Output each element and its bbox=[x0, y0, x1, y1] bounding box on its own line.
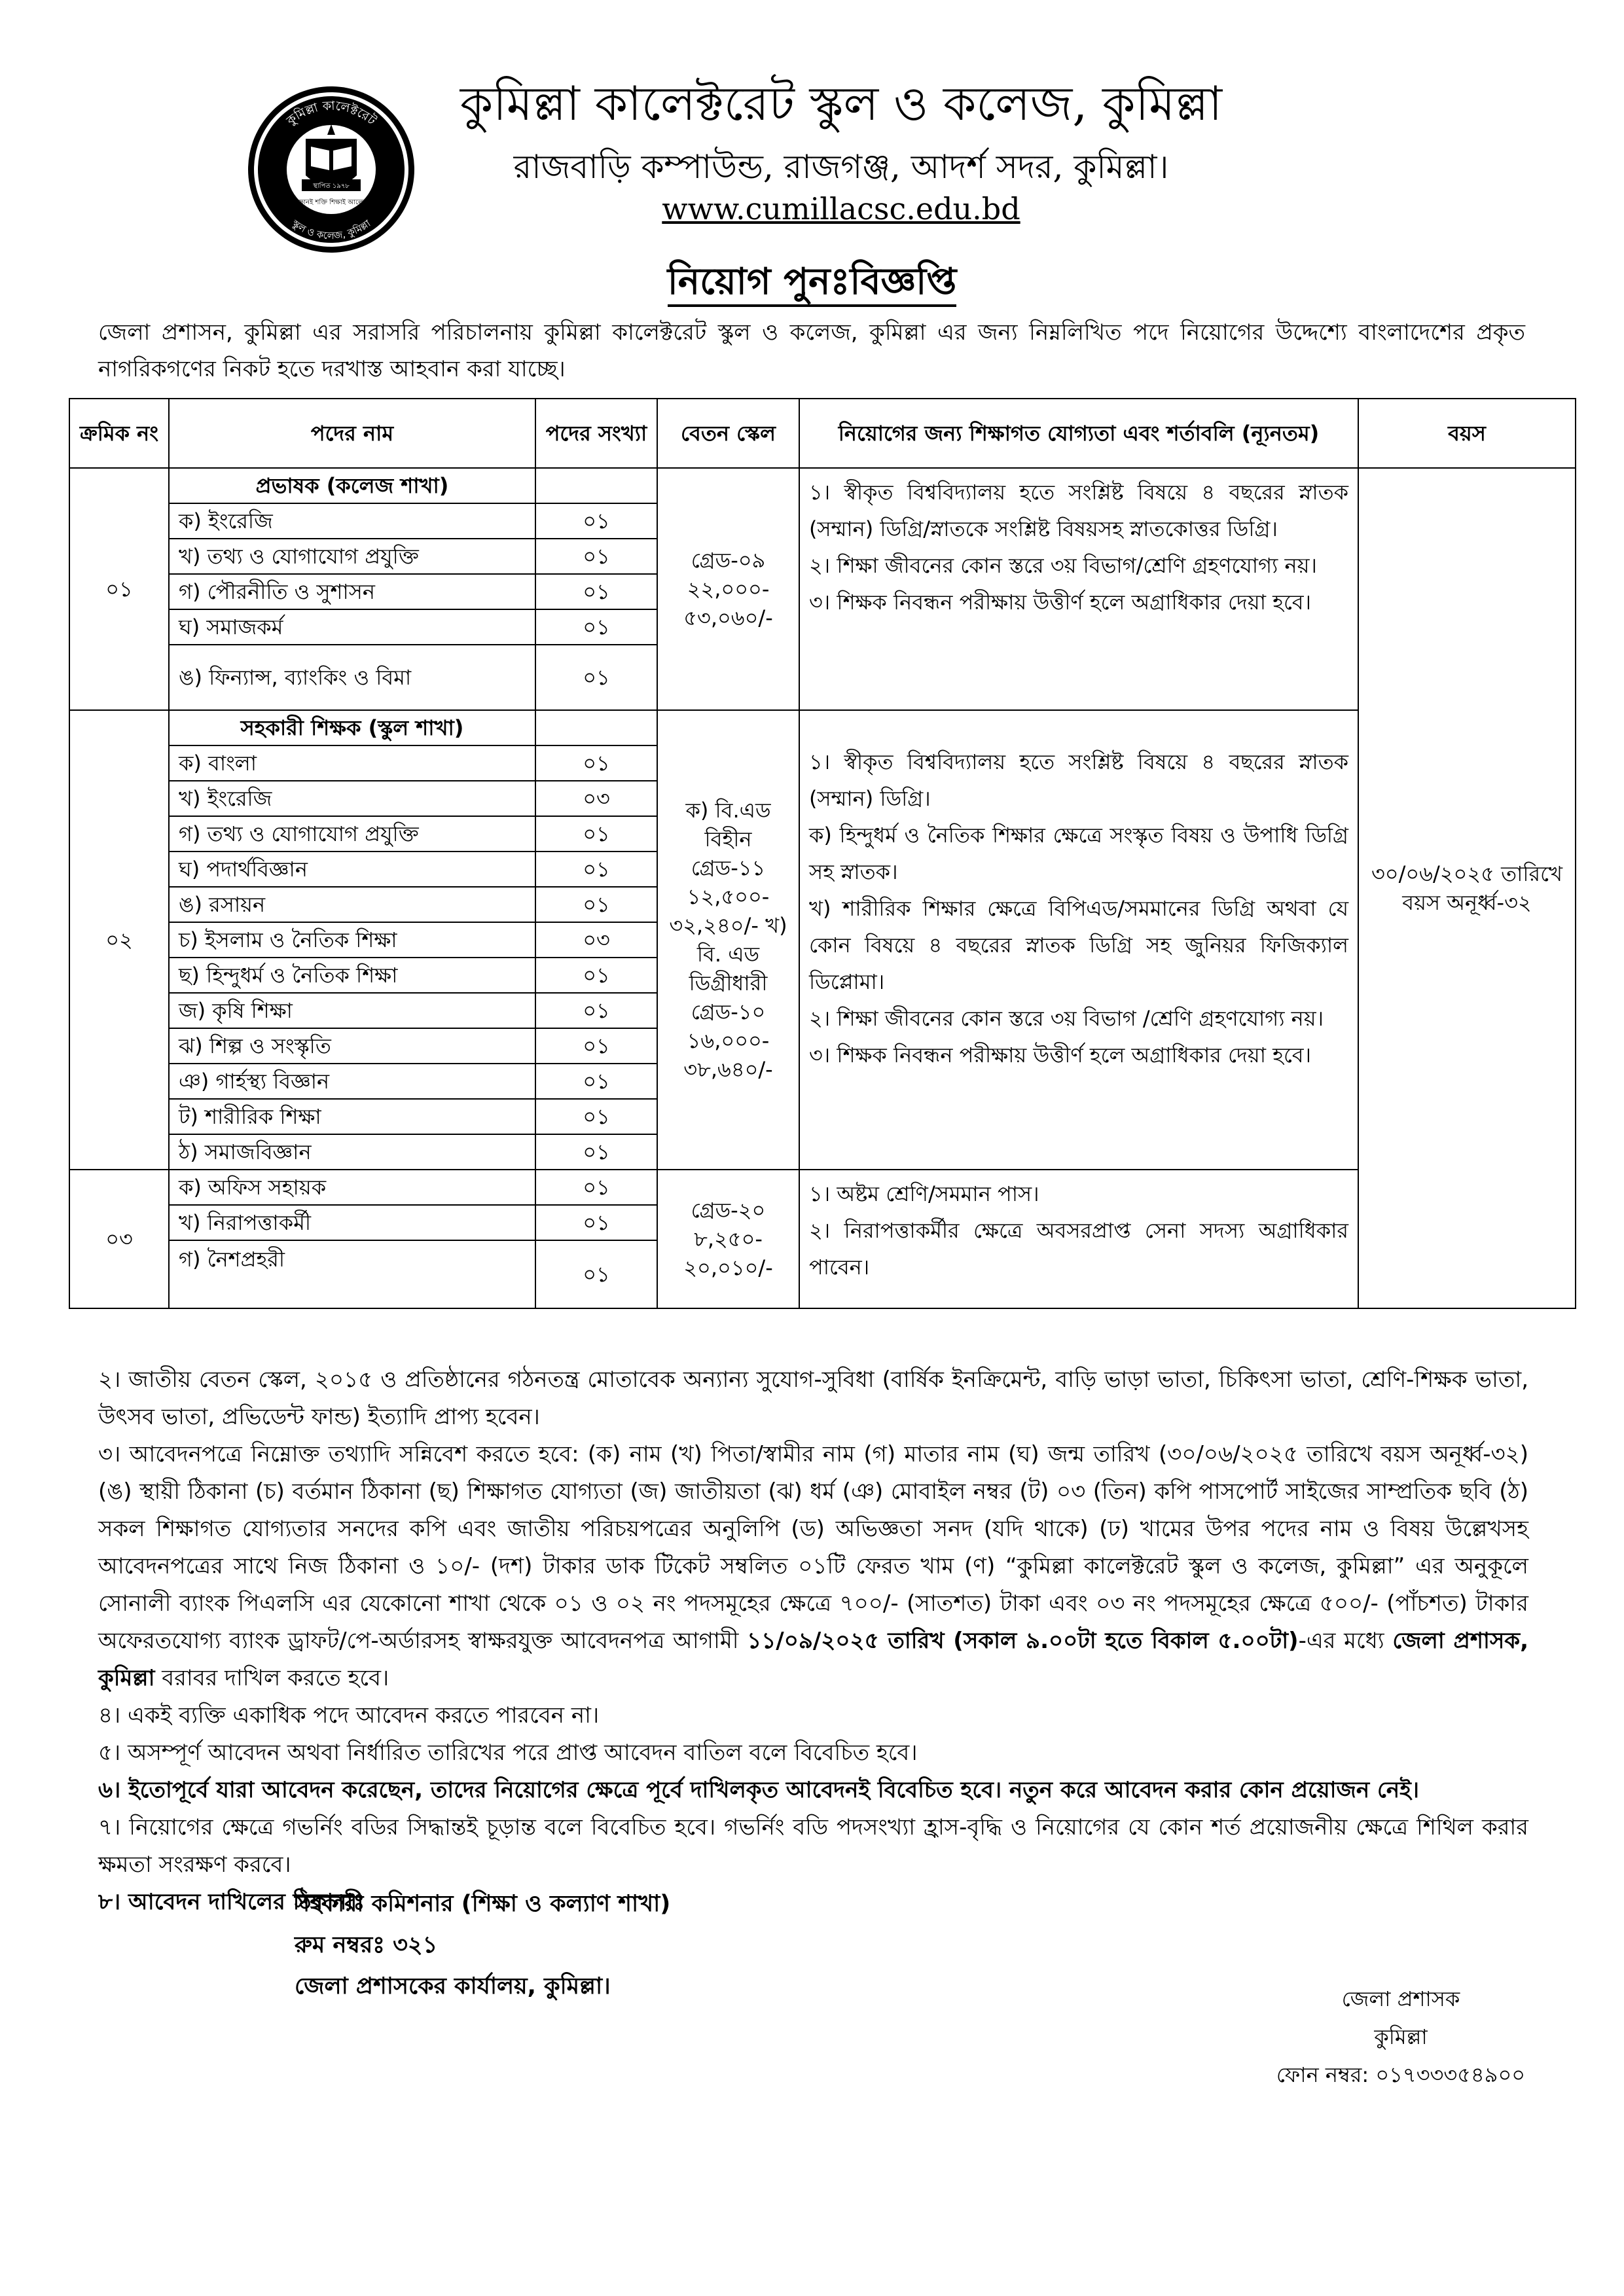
post-name: ছ) হিন্দুধর্ম ও নৈতিক শিক্ষা bbox=[169, 958, 535, 993]
qualification-item: ক) হিন্দুধর্ম ও নৈতিক শিক্ষার ক্ষেত্রে সংস্কৃত বিষয় ও উপাধি ডিগ্রি সহ স্নাতক। bbox=[809, 823, 1348, 884]
post-name: খ) তথ্য ও যোগাযোগ প্রযুক্তি bbox=[169, 539, 535, 574]
notice-title: নিয়োগ পুনঃবিজ্ঞপ্তি bbox=[668, 260, 957, 307]
qualification-item: ৩। শিক্ষক নিবন্ধন পরীক্ষায় উত্তীর্ণ হলে অগ্রাধিকার দেয়া হবে। bbox=[809, 590, 1312, 615]
group-serial: ০২ bbox=[69, 710, 169, 1170]
header-age: বয়স bbox=[1358, 399, 1576, 468]
table-row bbox=[69, 1170, 1576, 1205]
post-count: ০১ bbox=[535, 1205, 657, 1240]
notice-title-line bbox=[0, 257, 1624, 307]
term-3 bbox=[98, 1436, 1528, 1697]
term-2: ২। জাতীয় বেতন স্কেল, ২০১৫ ও প্রতিষ্ঠানের গঠনতন্ত্র মোতাবেক অন্যান্য সুযোগ-সুবিধা (বার্ষিক ইনক্রিমেন্ট, বাড়ি ভাড়া ভাতা, চিকিৎসা ভাতা, শ্রেণি-শিক্ষক ভাতা, উৎসব ভাতা, প্রভিডেন্ট ফান্ড) ইত্যাদি প্রাপ্য হবেন। bbox=[98, 1367, 1528, 1430]
logo-text-bottom: স্কুল ও কলেজ, কুমিল্লা bbox=[289, 217, 373, 242]
group-qualifications bbox=[799, 468, 1358, 710]
term-4: ৪। একই ব্যক্তি একাধিক পদে আবেদন করতে পারবেন না। bbox=[98, 1702, 600, 1729]
post-name: খ) নিরাপত্তাকর্মী bbox=[169, 1205, 535, 1240]
table-row bbox=[69, 710, 1576, 745]
post-name: খ) ইংরেজি bbox=[169, 781, 535, 816]
post-count: ০১ bbox=[535, 1099, 657, 1134]
notice-intro: জেলা প্রশাসন, কুমিল্লা এর সরাসরি পরিচালনায় কুমিল্লা কালেক্টরেট স্কুল ও কলেজ, কুমিল্লা এর জন্য নিম্নলিখিত পদে নিয়োগের উদ্দেশ্যে বাংলাদেশের প্রকৃত নাগরিকগণের নিকট হতে দরখাস্ত আহবান করা যাচ্ছে। bbox=[98, 319, 1525, 382]
post-count: ০১ bbox=[535, 958, 657, 993]
post-name: গ) পৌরনীতি ও সুশাসন bbox=[169, 574, 535, 609]
term-5: ৫। অসম্পূর্ণ আবেদন অথবা নির্ধারিত তারিখের পরে প্রাপ্ত আবেদন বাতিল বলে বিবেচিত হবে। bbox=[98, 1740, 918, 1766]
post-count: ০১ bbox=[535, 745, 657, 781]
group-heading: সহকারী শিক্ষক (স্কুল শাখা) bbox=[169, 710, 535, 745]
post-name: জ) কৃষি শিক্ষা bbox=[169, 993, 535, 1028]
group-qualifications bbox=[799, 1170, 1358, 1308]
group-heading: প্রভাষক (কলেজ শাখা) bbox=[169, 468, 535, 503]
post-name: চ) ইসলাম ও নৈতিক শিক্ষা bbox=[169, 922, 535, 958]
post-count: ০১ bbox=[535, 852, 657, 887]
qualification-item: খ) শারীরিক শিক্ষার ক্ষেত্রে বিপিএড/সমমানের ডিগ্রি অথবা যে কোন বিষয়ে ৪ বছরের স্নাতক ডিগ্রি সহ জুনিয়র ফিজিক্যাল ডিপ্লোমা। bbox=[809, 896, 1348, 994]
terms-section bbox=[98, 1361, 1528, 1921]
qualification-item: ২। শিক্ষা জীবনের কোন স্তরে ৩য় বিভাগ/শ্রেণি গ্রহণযোগ্য নয়। bbox=[809, 553, 1317, 578]
table-cell-empty bbox=[535, 710, 657, 745]
post-count: ০১ bbox=[535, 574, 657, 609]
post-count: ০১ bbox=[535, 539, 657, 574]
posts-table bbox=[69, 398, 1576, 1309]
post-count: ০১ bbox=[535, 1240, 657, 1308]
post-count: ০১ bbox=[535, 1028, 657, 1064]
group-qualifications bbox=[799, 710, 1358, 1170]
post-count: ০১ bbox=[535, 1064, 657, 1099]
table-row bbox=[69, 468, 1576, 503]
post-name: ঙ) রসায়ন bbox=[169, 887, 535, 922]
post-count: ০৩ bbox=[535, 922, 657, 958]
institution-name: কুমিল্লা কালেক্টরেট স্কুল ও কলেজ, কুমিল্লা bbox=[460, 76, 1223, 131]
signatory-title: জেলা প্রশাসক bbox=[1341, 1986, 1460, 2011]
post-count: ০১ bbox=[535, 816, 657, 852]
signatory-phone: ফোন নম্বর: ০১৭৩৩৩৫৪৯০০ bbox=[1276, 2062, 1526, 2087]
address-line: রুম নম্বরঃ ৩২১ bbox=[295, 1932, 438, 1958]
signatory-place: কুমিল্লা bbox=[1374, 2024, 1428, 2049]
post-count: ০১ bbox=[535, 993, 657, 1028]
website-link[interactable]: www.cumillacsc.edu.bd bbox=[662, 191, 1020, 226]
group-scale: ক) বি.এড বিহীন গ্রেড-১১ ১২,৫০০- ৩২,২৪০/- খ) বি. এড ডিগ্রীধারী গ্রেড-১০ ১৬,০০০- ৩৮,৬৪০/- bbox=[657, 710, 799, 1170]
post-count: ০৩ bbox=[535, 781, 657, 816]
group-scale: গ্রেড-২০ ৮,২৫০- ২০,০১০/- bbox=[657, 1170, 799, 1308]
submission-address bbox=[295, 1884, 1080, 2007]
post-name: ঠ) সমাজবিজ্ঞান bbox=[169, 1134, 535, 1170]
group-serial: ০১ bbox=[69, 468, 169, 710]
post-count: ০১ bbox=[535, 503, 657, 539]
post-count: ০১ bbox=[535, 1134, 657, 1170]
institution-address: রাজবাড়ি কম্পাউন্ড, রাজগঞ্জ, আদর্শ সদর, কুমিল্লা। bbox=[513, 148, 1169, 186]
age-limit: ৩০/০৬/২০২৫ তারিখে বয়স অনূর্ধ্ব-৩২ bbox=[1358, 468, 1576, 1308]
group-scale: গ্রেড-০৯ ২২,০০০- ৫৩,০৬০/- bbox=[657, 468, 799, 710]
post-count: ০১ bbox=[535, 609, 657, 645]
qualification-item: ২। নিরাপত্তাকর্মীর ক্ষেত্রে অবসরপ্রাপ্ত সেনা সদস্য অগ্রাধিকার পাবেন। bbox=[809, 1218, 1348, 1280]
table-header-row bbox=[69, 399, 1576, 468]
address-line: সহকারী কমিশনার (শিক্ষা ও কল্যাণ শাখা) bbox=[295, 1891, 671, 1917]
qualification-item: ১। স্বীকৃত বিশ্ববিদ্যালয় হতে সংশ্লিষ্ট বিষয়ে ৪ বছরের স্নাতক (সম্মান) ডিগ্রি। bbox=[809, 749, 1348, 811]
qualification-item: ২। শিক্ষা জীবনের কোন স্তরে ৩য় বিভাগ /শ্রেণি গ্রহণযোগ্য নয়। bbox=[809, 1006, 1324, 1031]
term-3-office: জেলা প্রশাসক, কুমিল্লা bbox=[98, 1628, 1529, 1691]
posts-table-wrapper bbox=[69, 398, 1576, 1309]
header-count: পদের সংখ্যা bbox=[535, 399, 657, 468]
post-name: গ) নৈশপ্রহরী bbox=[169, 1240, 535, 1308]
logo-text-top: কুমিল্লা কালেক্টরেট bbox=[283, 98, 379, 128]
post-count: ০১ bbox=[535, 1170, 657, 1205]
logo-estd: স্থাপিত ১৯৭৮ bbox=[313, 183, 350, 190]
post-name: ক) বাংলা bbox=[169, 745, 535, 781]
institution-website-line bbox=[367, 188, 1316, 229]
term-3-body: ৩। আবেদনপত্রে নিম্নোক্ত তথ্যাদি সন্নিবেশ করতে হবে: (ক) নাম (খ) পিতা/স্বামীর নাম (গ) মাতার নাম (ঘ) জন্ম তারিখ (৩০/০৬/২০২৫ তারিখে বয়স অনূর্ধ্ব-৩২) (ঙ) স্থায়ী ঠিকানা (চ) বর্তমান ঠিকানা (ছ) শিক্ষাগত যোগ্যতা (জ) জাতীয়তা (ঝ) ধর্ম (ঞ) মোবাইল নম্বর (ট) ০৩ (তিন) কপি পাসপোর্ট সাইজের সাম্প্রতিক ছবি (ঠ) সকল শিক্ষাগত যোগ্যতার সনদের কপি এবং জাতীয় পরিচয়পত্রের অনুলিপি (ড) অভিজ্ঞতা সনদ (যদি থাকে) (ঢ) খামের উপর পদের নাম ও বিষয় উল্লেখসহ আবেদনপত্রের সাথে নিজ ঠিকানা ও ১০/- (দশ) টাকার ডাক টিকেট সম্বলিত ০১টি ফেরত খাম (ণ) “কুমিল্লা কালেক্টরেট স্কুল ও কলেজ, কুমিল্লা” এর অনুকূলে সোনালী ব্যাংক পিএলসি এর যেকোনো শাখা থেকে ০১ ও ০২ নং পদসমূহের ক্ষেত্রে ৭০০/- (সাতশত) টাকা এবং ০৩ নং পদসমূহের ক্ষেত্রে ৫০০/- (পাঁচশত) টাকার অফেরতযোগ্য ব্যাংক ড্রাফট/পে-অর্ডারসহ স্বাক্ষরযুক্ত আবেদনপত্র আগামী bbox=[98, 1441, 1528, 1654]
term-8: ৮। আবেদন দাখিলের ঠিকানাঃ bbox=[98, 1889, 365, 1915]
term-3-mid: -এর মধ্যে bbox=[1298, 1628, 1384, 1654]
table-cell-empty bbox=[535, 468, 657, 503]
header-scale: বেতন স্কেল bbox=[657, 399, 799, 468]
post-name: ঝ) শিল্প ও সংস্কৃতি bbox=[169, 1028, 535, 1064]
signature-block bbox=[1218, 1980, 1584, 2094]
header-post: পদের নাম bbox=[169, 399, 535, 468]
post-name: ঘ) পদার্থবিজ্ঞান bbox=[169, 852, 535, 887]
header-qualification: নিয়োগের জন্য শিক্ষাগত যোগ্যতা এবং শর্তাবলি (ন্যূনতম) bbox=[799, 399, 1358, 468]
address-line: জেলা প্রশাসকের কার্যালয়, কুমিল্লা। bbox=[295, 1973, 611, 2000]
term-3-deadline: ১১/০৯/২০২৫ তারিখ (সকাল ৯.০০টা হতে বিকাল ৫.০০টা) bbox=[747, 1628, 1299, 1654]
post-name: ক) ইংরেজি bbox=[169, 503, 535, 539]
post-name: গ) তথ্য ও যোগাযোগ প্রযুক্তি bbox=[169, 816, 535, 852]
post-count: ০১ bbox=[535, 645, 657, 710]
post-name: ঘ) সমাজকর্ম bbox=[169, 609, 535, 645]
post-name: ট) শারীরিক শিক্ষা bbox=[169, 1099, 535, 1134]
post-name: ঞ) গার্হস্থ্য বিজ্ঞান bbox=[169, 1064, 535, 1099]
term-3-end: বরাবর দাখিল করতে হবে। bbox=[162, 1665, 389, 1691]
term-6: ৬। ইতোপূর্বে যারা আবেদন করেছেন, তাদের নিয়োগের ক্ষেত্রে পূর্বে দাখিলকৃত আবেদনই বিবেচিত হবে। নতুন করে আবেদন করার কোন প্রয়োজন নেই। bbox=[98, 1777, 1419, 1803]
post-name: ঙ) ফিন্যান্স, ব্যাংকিং ও বিমা bbox=[169, 645, 535, 710]
header-serial: ক্রমিক নং bbox=[69, 399, 169, 468]
group-serial: ০৩ bbox=[69, 1170, 169, 1308]
post-count: ০১ bbox=[535, 887, 657, 922]
qualification-item: ১। অষ্টম শ্রেণি/সমমান পাস। bbox=[809, 1181, 1039, 1206]
logo-motto: জ্ঞানই শক্তি শিক্ষাই আলো bbox=[297, 199, 365, 206]
term-7: ৭। নিয়োগের ক্ষেত্রে গভর্নিং বডির সিদ্ধান্তই চূড়ান্ত বলে বিবেচিত হবে। গভর্নিং বডি পদসংখ্যা হ্রাস-বৃদ্ধি ও নিয়োগের যে কোন শর্ত প্রয়োজনীয় ক্ষেত্রে শিথিল করার ক্ষমতা সংরক্ষণ করবে। bbox=[98, 1814, 1528, 1878]
qualification-item: ১। স্বীকৃত বিশ্ববিদ্যালয় হতে সংশ্লিষ্ট বিষয়ে ৪ বছরের স্নাতক (সম্মান) ডিগ্রি/স্নাতকে সংশ্লিষ্ট বিষয়সহ স্নাতকোত্তর ডিগ্রি। bbox=[809, 480, 1348, 541]
qualification-item: ৩। শিক্ষক নিবন্ধন পরীক্ষায় উত্তীর্ণ হলে অগ্রাধিকার দেয়া হবে। bbox=[809, 1043, 1312, 1067]
post-name: ক) অফিস সহায়ক bbox=[169, 1170, 535, 1205]
